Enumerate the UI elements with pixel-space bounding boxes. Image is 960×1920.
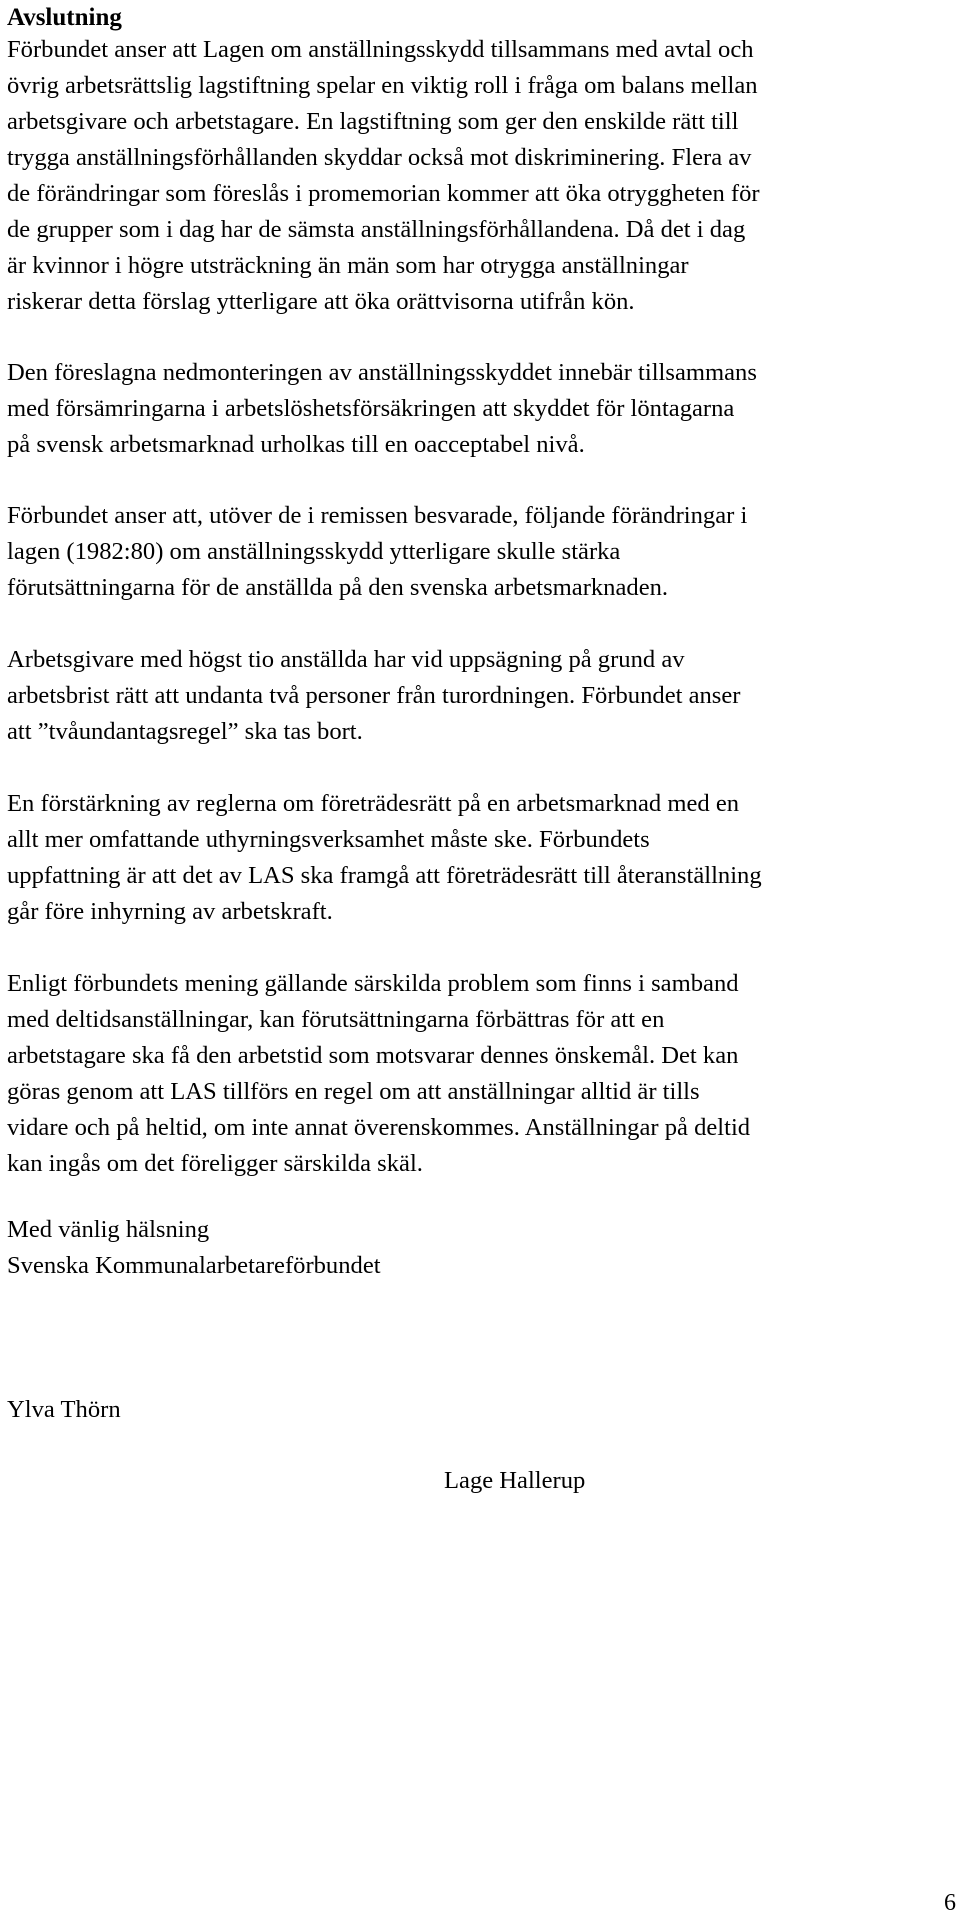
text-line: med deltidsanställningar, kan förutsättningarna förbättras för att en <box>7 1006 665 1033</box>
text-line: övrig arbetsrättslig lagstiftning spelar en viktig roll i fråga om balans mellan <box>7 72 758 99</box>
text-line: Förbundet anser att, utöver de i remissen besvarade, följande förändringar i <box>7 502 748 529</box>
text-line: En förstärkning av reglerna om företrädesrätt på en arbetsmarknad med en <box>7 790 740 817</box>
signatory-name: Ylva Thörn <box>7 1396 121 1423</box>
section-heading: Avslutning <box>7 4 122 31</box>
text-line: de förändringar som föreslås i promemorian kommer att öka otryggheten för <box>7 180 760 207</box>
text-line: är kvinnor i högre utsträckning än män som har otrygga anställningar <box>7 252 689 279</box>
paragraph-conclusion <box>7 32 760 320</box>
paragraph-part-time <box>7 966 750 1182</box>
text-line: lagen (1982:80) om anställningsskydd ytterligare skulle stärka <box>7 538 621 565</box>
signatory-name: Lage Hallerup <box>444 1467 586 1494</box>
paragraph-exemption-rule <box>7 642 740 750</box>
text-line: vidare och på heltid, om inte annat överenskommes. Anställningar på deltid <box>7 1114 751 1141</box>
text-line: Enligt förbundets mening gällande särskilda problem som finns i samband <box>7 970 739 997</box>
text-line: Förbundet anser att Lagen om anställningsskydd tillsammans med avtal och <box>7 36 754 63</box>
text-line: med försämringarna i arbetslöshetsförsäkringen att skyddet för löntagarna <box>7 395 735 422</box>
organization-name: Svenska Kommunalarbetareförbundet <box>7 1252 381 1279</box>
text-line: arbetstagare ska få den arbetstid som motsvarar dennes önskemål. Det kan <box>7 1042 739 1069</box>
paragraph-priority-right <box>7 786 762 930</box>
text-line: arbetsbrist rätt att undanta två personer från turordningen. Förbundet anser <box>7 682 741 709</box>
text-line: allt mer omfattande uthyrningsverksamhet måste ske. Förbundets <box>7 826 650 853</box>
text-line: att ”tvåundantagsregel” ska tas bort. <box>7 718 363 745</box>
closing-block <box>7 1212 381 1284</box>
text-line: uppfattning är att det av LAS ska framgå att företrädesrätt till återanställning <box>7 862 762 889</box>
text-line: kan ingås om det föreligger särskilda skäl. <box>7 1150 423 1177</box>
text-line: de grupper som i dag har de sämsta anställningsförhållandena. Då det i dag <box>7 216 746 243</box>
text-line: göras genom att LAS tillförs en regel om att anställningar alltid är tills <box>7 1078 700 1105</box>
page-number: 6 <box>944 1890 956 1916</box>
text-line: förutsättningarna för de anställda på den svenska arbetsmarknaden. <box>7 574 669 601</box>
text-line: Den föreslagna nedmonteringen av anställningsskyddet innebär tillsammans <box>7 359 757 386</box>
text-line: på svensk arbetsmarknad urholkas till en oacceptabel nivå. <box>7 431 585 458</box>
closing-greeting: Med vänlig hälsning <box>7 1216 210 1243</box>
paragraph-dismantling <box>7 355 757 463</box>
text-line: arbetsgivare och arbetstagare. En lagstiftning som ger den enskilde rätt till <box>7 108 739 135</box>
text-line: trygga anställningsförhållanden skyddar också mot diskriminering. Flera av <box>7 144 752 171</box>
text-line: Arbetsgivare med högst tio anställda har vid uppsägning på grund av <box>7 646 685 673</box>
text-line: går före inhyrning av arbetskraft. <box>7 898 333 925</box>
paragraph-proposals <box>7 498 747 606</box>
text-line: riskerar detta förslag ytterligare att öka orättvisorna utifrån kön. <box>7 288 635 315</box>
